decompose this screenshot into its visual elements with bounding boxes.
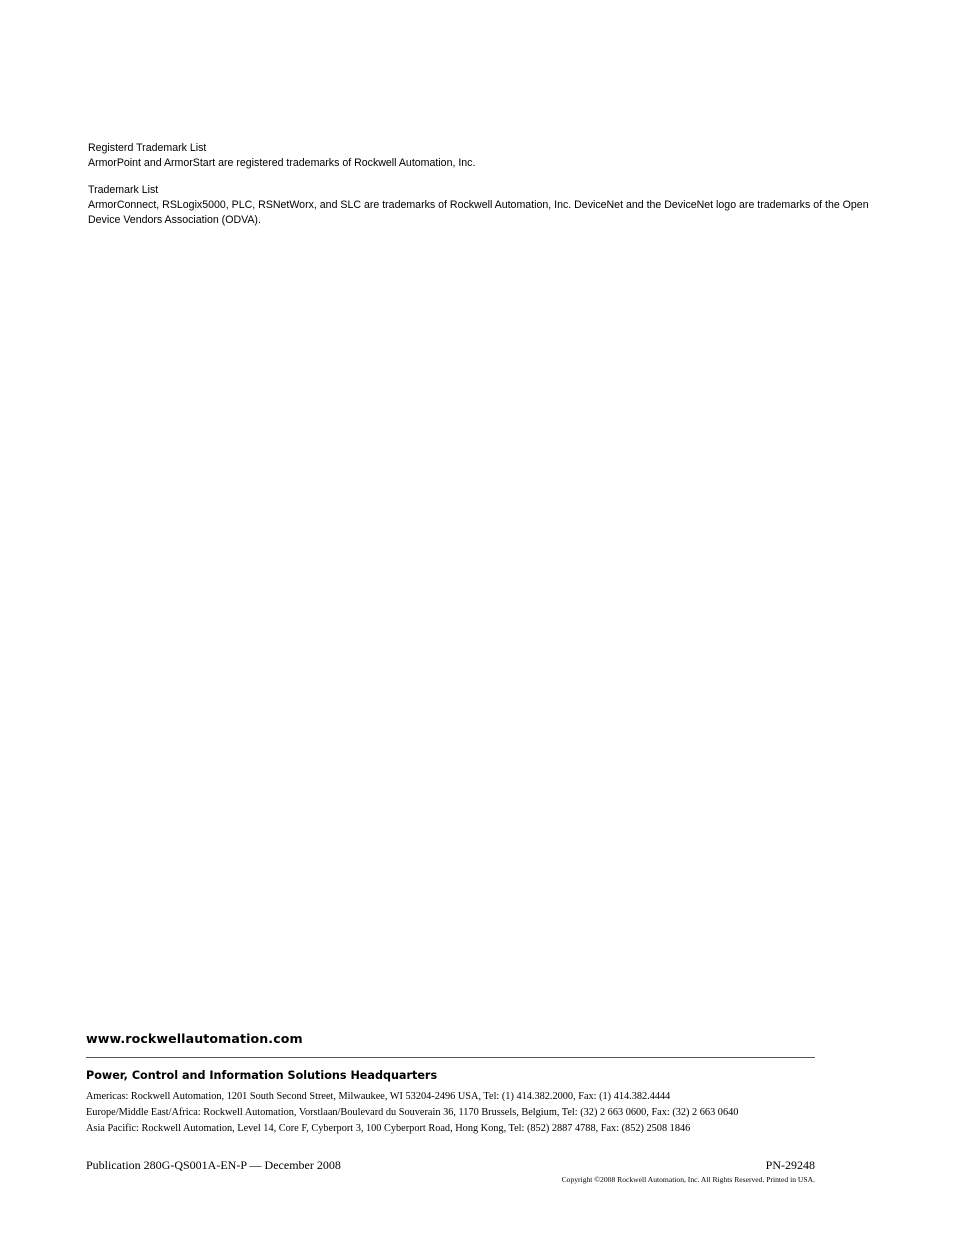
registered-trademark-heading: Registerd Trademark List <box>88 142 207 154</box>
registered-trademark-block <box>88 141 878 171</box>
address-americas: Americas: Rockwell Automation, 1201 South Second Street, Milwaukee, WI 53204-2496 USA, Tel: (1) 414.382.2000, Fax: (1) 414.382.4444 <box>86 1091 671 1102</box>
trademark-text: ArmorConnect, RSLogix5000, PLC, RSNetWorx, and SLC are trademarks of Rockwell Automation, Inc. DeviceNet and the DeviceNet logo are trademarks of the Open Device Vendors Association (ODVA). <box>88 199 869 226</box>
website-url: www.rockwellautomation.com <box>86 1031 303 1046</box>
trademark-section <box>88 141 878 228</box>
trademark-heading: Trademark List <box>88 184 159 196</box>
headquarters-title: Power, Control and Information Solutions Headquarters <box>86 1069 438 1082</box>
part-number: PN-29248 <box>765 1158 815 1172</box>
publication-row <box>86 1158 815 1173</box>
publication-number: Publication 280G-QS001A-EN-P — December 2008 <box>86 1158 341 1172</box>
trademark-block <box>88 183 878 228</box>
back-cover-footer <box>86 1030 815 1186</box>
registered-trademark-text: ArmorPoint and ArmorStart are registered trademarks of Rockwell Automation, Inc. <box>88 157 476 169</box>
address-emea: Europe/Middle East/Africa: Rockwell Automation, Vorstlaan/Boulevard du Souverain 36, 1170 Brussels, Belgium, Tel: (32) 2 663 0600, Fax: (32) 2 663 0640 <box>86 1107 739 1118</box>
headquarters-addresses <box>86 1089 815 1137</box>
footer-divider <box>86 1057 815 1058</box>
copyright-notice: Copyright ©2008 Rockwell Automation, Inc. All Rights Reserved. Printed in USA. <box>561 1175 815 1184</box>
address-asia-pacific: Asia Pacific: Rockwell Automation, Level 14, Core F, Cyberport 3, 100 Cyberport Road, Hong Kong, Tel: (852) 2887 4788, Fax: (852) 2508 1846 <box>86 1123 691 1134</box>
